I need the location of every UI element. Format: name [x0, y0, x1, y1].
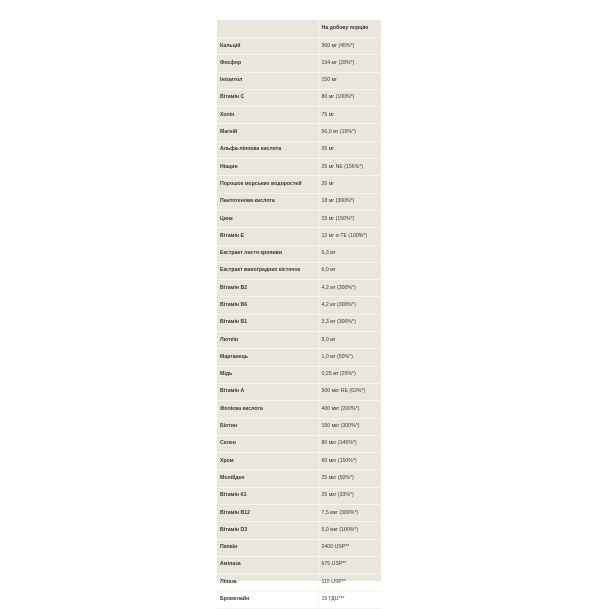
- table-row: [217, 574, 381, 591]
- table-row: [217, 124, 381, 141]
- ingredient-amount: 0,25 мг (25%*): [318, 366, 381, 383]
- ingredient-amount: 3,3 мг (300%*): [318, 314, 381, 331]
- ingredient-amount: 675 USP**: [318, 556, 381, 573]
- ingredient-name: Альфа-ліпоєва кислота: [217, 141, 318, 158]
- ingredient-name: Вітамін С: [217, 89, 318, 106]
- table-row: [217, 401, 381, 418]
- ingredient-amount: 60 мкг (150%*): [318, 453, 381, 470]
- nutrition-table: [217, 20, 381, 609]
- ingredient-amount: 26 мг: [318, 141, 381, 158]
- table-row: [217, 193, 381, 210]
- table-row: [217, 418, 381, 435]
- table-row: [217, 314, 381, 331]
- ingredient-amount: 115 USP**: [318, 574, 381, 591]
- ingredient-amount: 360 мг (45%*): [318, 38, 381, 55]
- header-per-serving: На добову порцію: [318, 20, 381, 38]
- header-ingredient: [217, 20, 318, 38]
- table-row: [217, 349, 381, 366]
- ingredient-name: Мідь: [217, 366, 318, 383]
- ingredient-name: Біотин: [217, 418, 318, 435]
- ingredient-amount: 2400 USP**: [318, 539, 381, 556]
- ingredient-amount: 3,0 мг: [318, 332, 381, 349]
- ingredient-amount: 25 мг NE (156%*): [318, 159, 381, 176]
- ingredient-name: Ніацин: [217, 159, 318, 176]
- ingredient-name: Пантотенова кислота: [217, 193, 318, 210]
- ingredient-name: Селен: [217, 435, 318, 452]
- ingredient-amount: 6,3 мг: [318, 245, 381, 262]
- table-row: [217, 245, 381, 262]
- table-row: [217, 280, 381, 297]
- ingredient-name: Марганець: [217, 349, 318, 366]
- table-row: [217, 210, 381, 227]
- ingredient-name: Кальцій: [217, 38, 318, 55]
- table-row: [217, 487, 381, 504]
- ingredient-amount: 12 мг α-TE (100%*): [318, 228, 381, 245]
- table-row: [217, 383, 381, 400]
- ingredient-name: Порошок морських водоростей: [217, 176, 318, 193]
- ingredient-amount: 1,0 мг (50%*): [318, 349, 381, 366]
- ingredient-amount: 15 мг (150%*): [318, 210, 381, 227]
- ingredient-name: Екстракт листя кропиви: [217, 245, 318, 262]
- table-row: [217, 522, 381, 539]
- table-row: [217, 262, 381, 279]
- ingredient-name: Ліпаза: [217, 574, 318, 591]
- ingredient-name: Фосфор: [217, 55, 318, 72]
- ingredient-amount: 500 мкг RE (63%*): [318, 383, 381, 400]
- table-row: [217, 38, 381, 55]
- table-row: [217, 159, 381, 176]
- table-row: [217, 556, 381, 573]
- ingredient-name: Папаїн: [217, 539, 318, 556]
- ingredient-amount: 7,5 мкг (300%*): [318, 505, 381, 522]
- ingredient-amount: 80 мкг (145%*): [318, 435, 381, 452]
- ingredient-name: Вітамін К1: [217, 487, 318, 504]
- ingredient-name: Інозитол: [217, 72, 318, 89]
- ingredient-name: Цинк: [217, 210, 318, 227]
- table-row: [217, 435, 381, 452]
- table-header-row: [217, 20, 381, 38]
- ingredient-name: Вітамін В12: [217, 505, 318, 522]
- table-row: [217, 366, 381, 383]
- ingredient-amount: 150 мг: [318, 72, 381, 89]
- ingredient-amount: 400 мкг (200%*): [318, 401, 381, 418]
- ingredient-name: Вітамін D3: [217, 522, 318, 539]
- table-row: [217, 297, 381, 314]
- ingredient-name: Хром: [217, 453, 318, 470]
- table-row: [217, 107, 381, 124]
- ingredient-name: Амілаза: [217, 556, 318, 573]
- ingredient-name: Вітамін В1: [217, 314, 318, 331]
- ingredient-amount: 56,0 мг (15%*): [318, 124, 381, 141]
- ingredient-name: Вітамін А: [217, 383, 318, 400]
- ingredient-amount: 5,0 мкг (100%*): [318, 522, 381, 539]
- table-row: [217, 176, 381, 193]
- table-row: [217, 72, 381, 89]
- table-row: [217, 228, 381, 245]
- ingredient-name: Холін: [217, 107, 318, 124]
- ingredient-amount: 18 мг (300%*): [318, 193, 381, 210]
- ingredient-amount: 150 мкг (300%*): [318, 418, 381, 435]
- ingredient-amount: 6,0 мг: [318, 262, 381, 279]
- ingredient-name: Бромелайн: [217, 591, 318, 608]
- ingredient-name: Вітамін В2: [217, 280, 318, 297]
- ingredient-amount: 25 мкг (33%*): [318, 487, 381, 504]
- ingredient-name: Фолієва кислота: [217, 401, 318, 418]
- ingredient-name: Молібден: [217, 470, 318, 487]
- ingredient-name: Вітамін В6: [217, 297, 318, 314]
- ingredient-amount: 75 мг: [318, 107, 381, 124]
- table-row: [217, 141, 381, 158]
- ingredient-name: Вітамін Е: [217, 228, 318, 245]
- table-row: [217, 453, 381, 470]
- ingredient-name: Лютеїн: [217, 332, 318, 349]
- ingredient-name: Магній: [217, 124, 318, 141]
- ingredient-amount: 25 мкг (50%*): [318, 470, 381, 487]
- ingredient-amount: 15 ГДU***: [318, 591, 381, 608]
- ingredient-amount: 194 мг (28%*): [318, 55, 381, 72]
- ingredient-amount: 4,2 мг (300%*): [318, 297, 381, 314]
- ingredient-amount: 80 мг (100%*): [318, 89, 381, 106]
- table-row: [217, 55, 381, 72]
- table-row: [217, 470, 381, 487]
- ingredient-name: Екстракт виноградних кісточок: [217, 262, 318, 279]
- table-row: [217, 89, 381, 106]
- table-row: [217, 539, 381, 556]
- ingredient-amount: 20 мг: [318, 176, 381, 193]
- table-row: [217, 505, 381, 522]
- table-row: [217, 332, 381, 349]
- ingredient-amount: 4,2 мг (300%*): [318, 280, 381, 297]
